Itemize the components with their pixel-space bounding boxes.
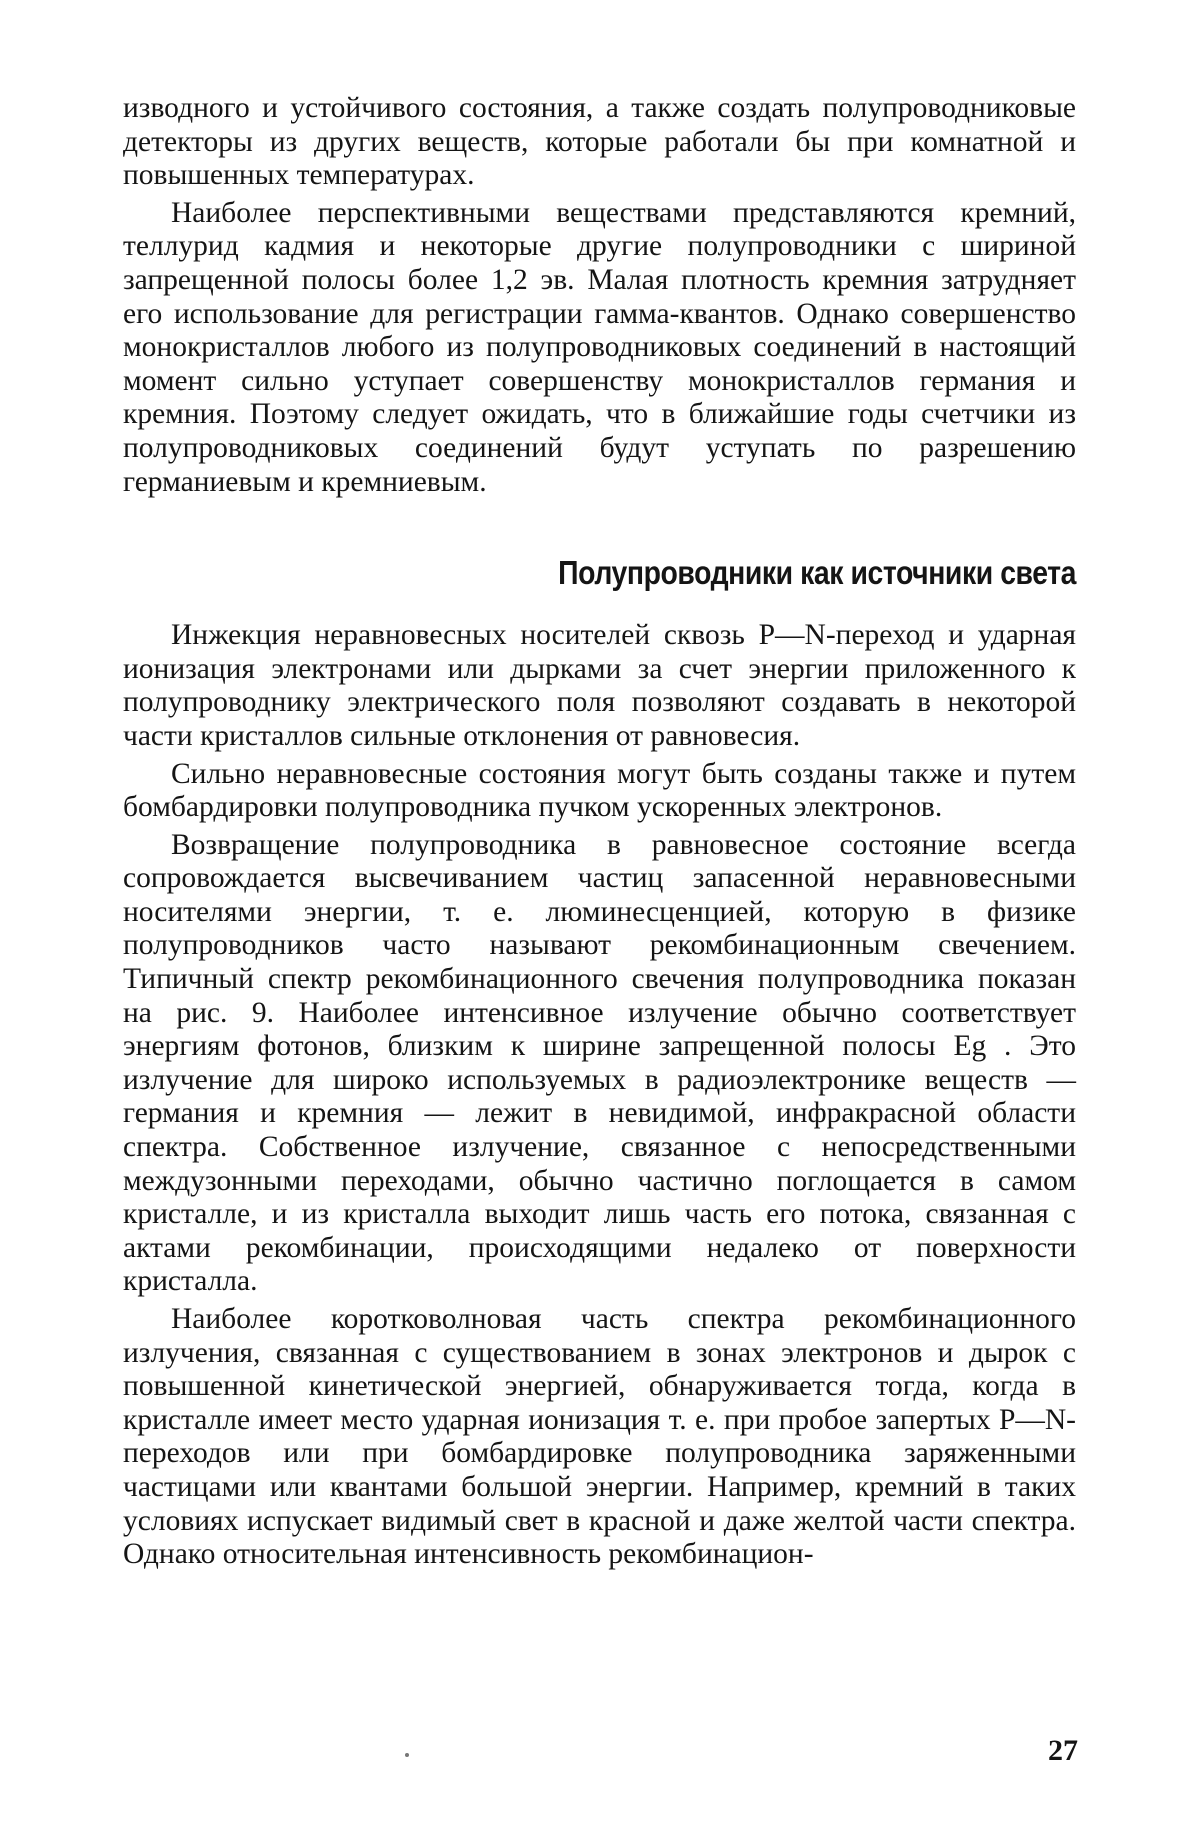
section-heading: Полупроводники как источники света (558, 554, 1076, 592)
print-speck (405, 1753, 409, 1757)
paragraph-materials: Наиболее перспективными веществами представляются кремний, теллурид кадмия и некоторые другие полупроводники с шириной запрещенной полосы более 1,2 эв. Малая плотность кремния затрудняет его использование для регистрации гамма-квантов. Однако совершенство монокристаллов любого из полупроводниковых соединений в настоящий момент сильно уступает совершенству монокристаллов германия и кремния. Поэтому следует ожидать, что в ближайшие годы счетчики из полупроводниковых соединений будут уступать по разрешению германиевым и кремниевым. (123, 196, 1076, 498)
paragraph-bombardment: Сильно неравновесные состояния могут быть созданы также и путем бомбардировки полупроводника пучком ускоренных электронов. (123, 757, 1076, 824)
paragraph-luminescence: Возвращение полупроводника в равновесное состояние всегда сопровождается высвечиванием частиц запасенной неравновесными носителями энергии, т. е. люминесценцией, которую в физике полупроводников часто называют рекомбинационным свечением. Типичный спектр рекомбинационного свечения полупроводника показан на рис. 9. Наиболее интенсивное излучение обычно соответствует энергиям фотонов, близким к ширине запрещенной полосы Eg . Это излучение для широко используемых в радиоэлектронике веществ — германия и кремния — лежит в невидимой, инфракрасной области спектра. Собственное излучение, связанное с непосредственными междузонными переходами, обычно частично поглощается в самом кристалле, и из кристалла выходит лишь часть его потока, связанная с актами рекомбинации, происходящими недалеко от поверхности кристалла. (123, 828, 1076, 1298)
page-body (123, 92, 1076, 1572)
paragraph-intro: изводного и устойчивого состояния, а также создать полупроводниковые детекторы из других веществ, которые работали бы при комнатной и повышенных температурах. (123, 92, 1076, 192)
paragraph-shortwave: Наиболее коротковолновая часть спектра рекомбинационного излучения, связанная с существованием в зонах электронов и дырок с повышенной кинетической энергией, обнаруживается тогда, когда в кристалле имеет место ударная ионизация т. е. при пробое запертых P—N-переходов или при бомбардировке полупроводника заряженными частицами или квантами большой энергии. Например, кремний в таких условиях испускает видимый свет в красной и даже желтой части спектра. Однако относительная интенсивность рекомбинацион- (123, 1303, 1076, 1571)
page-number: 27 (1048, 1734, 1078, 1767)
paragraph-injection: Инжекция неравновесных носителей сквозь P—N-переход и ударная ионизация электронами или дырками за счет энергии приложенного к полупроводнику электрического поля позволяют создавать в некоторой части кристаллов сильные отклонения от равновесия. (123, 619, 1076, 752)
